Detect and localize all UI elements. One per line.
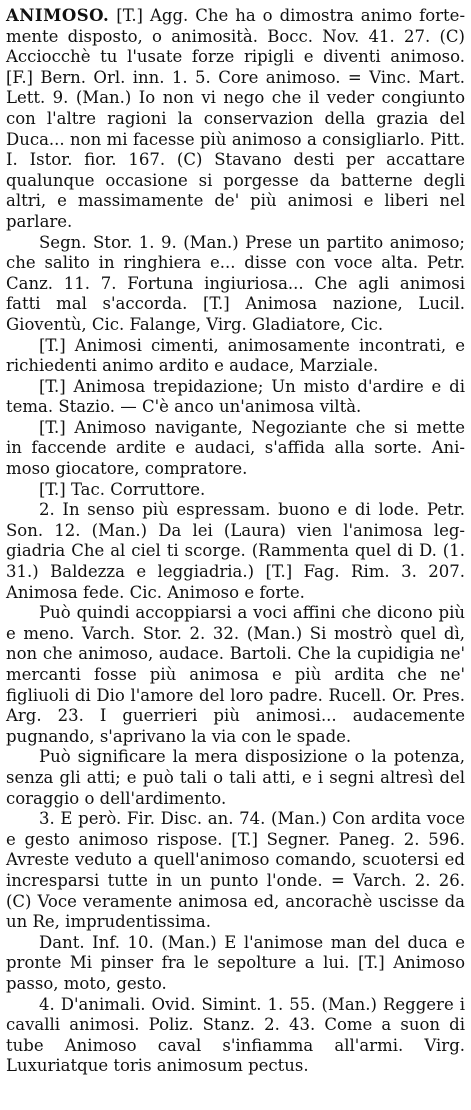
entry-paragraph-6: [T.] Tac. Corruttore. [39,479,206,499]
entry-paragraph-5: [T.] Animoso navigante, Negoziante che si mette in faccende ardite e audaci, s'affida alla sorte. Animoso giocatore, compratore. [6,417,465,479]
paragraph-text: [T.] Agg. Che ha o dimostra animo fortemente disposto, o animosità. Bocc. Nov. 41. 27. (C) Acciocchè tu l'usate forze ripigli e diventi animoso. [F.] Bern. Orl. inn. 1. 5. Core animoso. = Vinc. Mart. Lett. 9. (Man.) Io non vi nego che il veder congiunto con l'altre ragioni la conservazion della grazia del Duca... non mi facesse più animoso a consigliarlo. Pitt. I. Istor. fior. 167. (C) Stavano desti per accattare qualunque occasione si porgesse da batterne degli altri, e massimamente de' più animosi e liberi nel parlare. [6,6,466,231]
sense-4-paragraph: 4. D'animali. Ovid. Simint. 1. 55. (Man.) Reggere i cavalli animosi. Poliz. Stanz. 2. 43. Come a suon di tube Animoso caval s'infiamma all'armi. Virg. Luxuriatque toris animosum pectus. [6,994,465,1076]
entry-paragraph-1 [6,6,465,233]
sense-3-subparagraph: Dant. Inf. 10. (Man.) E l'animose man del duca e pronte Mi pinser fra le sepolture a lui. [T.] Animoso passo, moto, gesto. [6,932,465,993]
headword: ANIMOSO. [6,6,110,25]
sense-2-subparagraph-1: Può quindi accoppiarsi a voci affini che dicono più e meno. Varch. Stor. 2. 32. (Man.) Si mostrò quel dì, non che animoso, audace. Bartoli. Che la cupidigia ne' mercanti fosse più animosa e più ardita che ne' figliuoli di Dio l'amore del loro padre. Rucell. Or. Pres. Arg. 23. I guerrieri più animosi... audacemente pugnando, s'aprivano la via con le spade. [6,603,465,746]
entry-paragraph-4: [T.] Animosa trepidazione; Un misto d'ardire e di tema. Stazio. — C'è anco un'animosa viltà. [6,376,465,417]
entry-paragraph-3: [T.] Animosi cimenti, animosamente incontrati, e richiedenti animo ardito e audace, Marziale. [6,335,465,376]
sense-2-subparagraph-2: Può significare la mera disposizione o la potenza, senza gli atti; e può tali o tali atti, e i segni altresì del coraggio o dell'ardimento. [6,747,465,808]
entry-paragraph-2: Segn. Stor. 1. 9. (Man.) Prese un partito animoso; che salito in ringhiera e... disse con voce alta. Petr. Canz. 11. 7. Fortuna ingiuriosa... Che agli animosi fatti mal s'accorda. [T.] Animosa nazione, Lucil. Gioventù, Cic. Falange, Virg. Gladiatore, Cic. [6,232,465,334]
sense-2-paragraph: 2. In senso più espressam. buono e di lode. Petr. Son. 12. (Man.) Da lei (Laura) vien l'animosa leggiadria Che al ciel ti scorge. (Rammenta quel di D. (1. 31.) Baldezza e leggiadria.) [T.] Fag. Rim. 3. 207. Animosa fede. Cic. Animoso e forte. [6,500,465,602]
sense-3-paragraph: 3. E però. Fir. Disc. an. 74. (Man.) Con ardita voce e gesto animoso rispose. [T.] Segner. Paneg. 2. 596. Avreste veduto a quell'animoso comando, scuotersi ed incresparsi tutte in un punto l'onde. = Varch. 2. 26. (C) Voce veramente animosa ed, ancorachè uscisse da un Re, imprudentissima. [6,809,465,932]
